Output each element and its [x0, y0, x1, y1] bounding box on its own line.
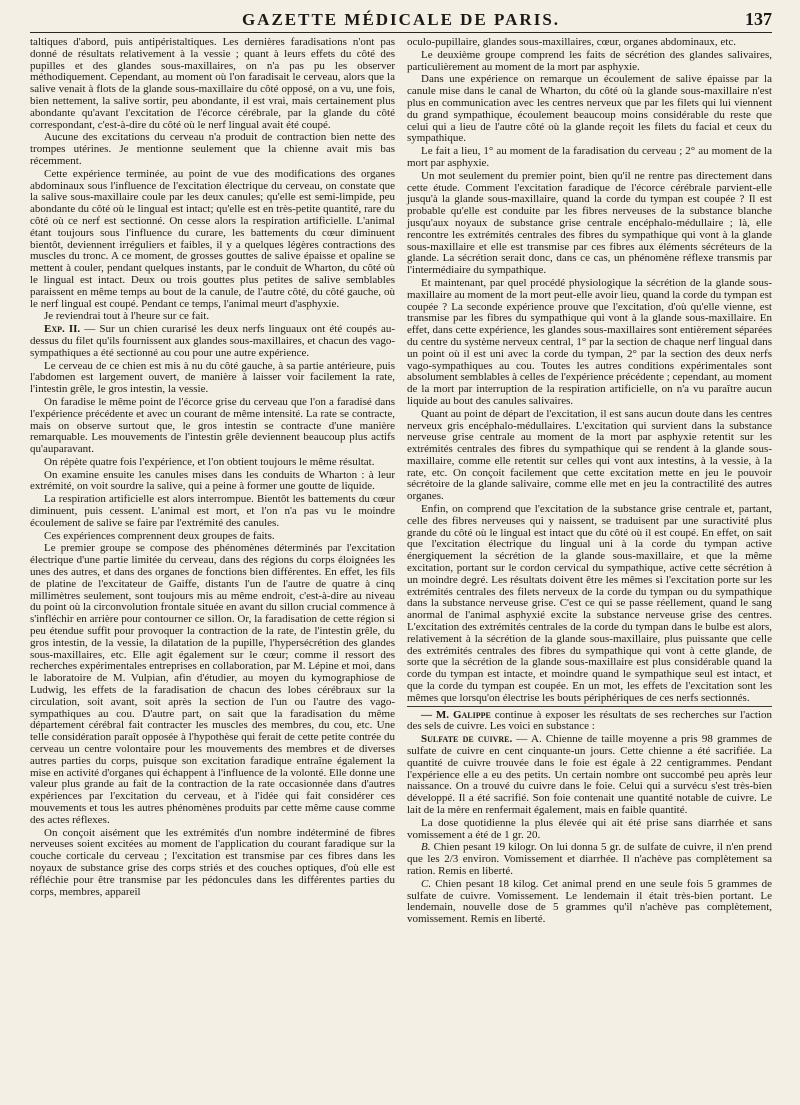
paragraph: [30, 361, 395, 396]
paragraph: [407, 734, 772, 817]
paragraph: [30, 311, 395, 323]
left-column: [30, 37, 395, 927]
paragraph-text: Le cerveau de ce chien est mis à nu du côté gauche, à sa partie antérieure, puis l'abdomen est largement ouvert, de manière à laisser voir facilement la rate, l'intestin grêle, le gros intestin, la vessie.: [30, 359, 395, 396]
journal-title: GAZETTE MÉDICALE DE PARIS.: [241, 10, 561, 29]
paragraph: [407, 504, 772, 705]
paragraph-lead: Exp. II.: [44, 323, 81, 336]
paragraph: [30, 543, 395, 826]
paragraph-text: Cette expérience terminée, au point de vue des modifications des organes abdominaux sous l'influence de l'excitation électrique du cerveau, on constate que la salive sous-maxillaire coule par les deux canules; qu'elle est semi-limpide, peu abondante du côté où le lingual est intact; qu'elle est en très-petite quantité, rare du côté où ce nerf est sectionné. On cesse alors la respiration artificielle. L'animal étant toujours sous l'influence du curare, les battements du cœur diminuent bientôt, deviennent irréguliers et faibles, il y a quelques légères contractions des muscles du tronc. A ce moment, de grosses gouttes de salive épaisse et opaline se mettent à couler, pendant quelques instants, par le conduit de Wharton, du côté où le lingual est intact. Deux ou trois gouttes plus petites de salive semblables paraissent en même temps au bout de la canule, de l'autre côté, du côté gauche, où le nerf lingual est coupé. Pendant ce temps, l'animal meurt d'asphyxie.: [30, 167, 395, 310]
paragraph: [407, 74, 772, 145]
paragraph-text: oculo-pupillaire, glandes sous-maxillaires, cœur, organes abdominaux, etc.: [407, 36, 736, 48]
paragraph: [407, 146, 772, 170]
paragraph-text: Je reviendrai tout à l'heure sur ce fait.: [44, 310, 210, 323]
paragraph: [30, 531, 395, 543]
running-header: [30, 8, 772, 33]
paragraph-text: Chien pesant 18 kilog. Cet animal prend en une seule fois 5 grammes de sulfate de cuivre. Vomissement. Le lendemain il était très-bien portant. Le lendemain, nouvelle dose de 5 grammes qu'il n'achève pas complètement, vomissement. Remis en liberté.: [407, 877, 772, 926]
paragraph: [30, 37, 395, 131]
paragraph-text: Un mot seulement du premier point, bien qu'il ne rentre pas directement dans cette étude. Comment l'excitation faradique de l'écorce cérébrale parvient-elle jusqu'à la glande sous-maxillaire, quand la corde du tympan est coupée ? Il est probable qu'elle est conduite par les fibres nerveuses de la substance blanche jusqu'aux noyaux de substance grise centrale encéphalo-médullaire ; là, elle rencontre les extrémités centrales des fibres du sympathique qui vont à la glande sous-maxillaire et elle est transmise par ces fibres aux éléments sécréteurs de la glande. La sécrétion serait donc, dans ce cas, un phénomène réflexe transmis par l'intermédiaire du sympathique.: [407, 169, 772, 277]
paragraph-lead: B.: [421, 841, 431, 854]
paragraph-text: Dans une expérience on remarque un écoulement de salive épaisse par la canule mise dans le canal de Wharton, du côté où la glande sous-maxillaire n'est plus en communication avec les centres nerveux que par les filets qui lui viennent du grand sympathique, écoulement beaucoup moins considérable du reste que celui qui a lieu de l'autre côté où la glande reçoit les filets du facial et ceux du sympathique.: [407, 73, 772, 145]
paragraph-text: Le premier groupe se compose des phénomènes déterminés par l'excitation électrique d'une partie limitée du cerveau, dans des régions du corps éloignées les unes des autres, et dans des organes de fonctions bien différentes. En effet, les fils de platine de l'excitateur de Gaiffe, distants l'un de l'autre de quatre à cinq millimètres seulement, sont toujours mis au même endroit, c'est-à-dire au niveau du point où la circonvolution frontale située en avant du sillon crucial commence à s'infléchir en arrière pour contourner ce sillon. Or, la faradisation de cette région si peu étendue suffit pour provoquer la contraction de la rate, de l'intestin grêle, du gros intestin, de la vessie, la dilatation de la pupille, l'hypersécrétion des glandes sous-maxillaires, etc. Elle agit également sur le cœur; comme il ressort des recherches expérimentales entreprises en collaboration, par M. Lépine et moi, dans le laboratoire de M. Vulpian, afin d'étudier, au moyen du kymographiose de Ludwig, les effets de la faradisation de chacun des lobes cérébraux sur la circulation, soit avant, soit après la section de l'un ou l'autre des vago-sympathiques au cou. D'autre part, on sait que la faradisation du même département cérébral fait contracter les muscles des membres, du cou, etc. Une telle considération paraît opposée à l'hypothèse qui ferait de cette petite contrée du cerveau un centre volontaire pour les mouvements des membres et de diverses autres parties du corps, puisque son excitation faradique entraîne également la mise en activité d'organes qui échappent à l'influence de la volonté. Elle donne une valeur plus grande au fait de la contraction de la rate occasionnée dans d'autres expériences par l'excitation du cerveau, et à l'idée qui fait considérer ces mouvements et tous les autres phénomènes produits par cette même cause comme des actes réflexes.: [30, 542, 395, 826]
paragraph: [407, 706, 772, 734]
paragraph: [30, 494, 395, 529]
paragraph-text: Aucune des excitations du cerveau n'a produit de contraction bien nette des trompes utérines. Je mentionne seulement que la chienne avait mis bas récemment.: [30, 131, 395, 167]
paragraph-text: Chien pesant 19 kilogr. On lui donna 5 gr. de sulfate de cuivre, il n'en prend que les 2/3 environ. Vomissement et diarrhée. Il n'achève pas complètement sa ration. Remis en liberté.: [407, 841, 772, 877]
paragraph: [30, 828, 395, 899]
paragraph: [407, 818, 772, 842]
paragraph-text: On faradise le même point de l'écorce grise du cerveau que l'on a faradisé dans l'expérience précédente et avec un courant de même intensité. La rate se contracte, mais on observe surtout que, le gros intestin se contracte d'une manière remarquable. Les mouvements de l'intestin grêle deviennent beaucoup plus actifs qu'auparavant.: [30, 395, 395, 456]
paragraph: [30, 397, 395, 456]
text-columns: [30, 37, 772, 927]
paragraph-text: Ces expériences comprennent deux groupes de faits.: [44, 529, 275, 542]
paragraph-text: — Sur un chien curarisé les deux nerfs linguaux ont été coupés au-dessus du filet qu'ils fournissent aux glandes sous-maxillaires, et chacun des vago-sympathiques a été sectionné au cou pour une autre expérience.: [30, 323, 396, 359]
paragraph: [407, 409, 772, 503]
paragraph: [30, 470, 395, 494]
paragraph-text: Le fait a lieu, 1° au moment de la faradisation du cerveau ; 2° au moment de la mort par asphyxie.: [407, 145, 772, 169]
paragraph: [30, 169, 395, 311]
paragraph: [407, 171, 772, 277]
paragraph: [407, 879, 772, 926]
paragraph-text: La dose quotidienne la plus élevée qui ait été prise sans diarrhée et sans vomissement a été de 1 gr. 20.: [407, 816, 772, 841]
paragraph-lead: C.: [421, 877, 432, 890]
paragraph-text: On conçoit aisément que les extrémités d'un nombre indéterminé de fibres nerveuses soient excitées au moment de l'application du courant faradique sur la couche corticale du cerveau ; l'excitation est transmise par ces fibres dans les noyaux de substance grise des corps striés et des couches optiques, d'où elle est réfléchie pour être transmise par les pédoncules dans les différentes parties du corps, membres, appareil: [30, 826, 395, 898]
paragraph: [30, 457, 395, 469]
paragraph: [407, 37, 772, 49]
page-number: 137: [745, 9, 772, 29]
paragraph-text: On répète quatre fois l'expérience, et l'on obtient toujours le même résultat.: [44, 455, 375, 468]
paragraph: [407, 50, 772, 74]
right-column: [407, 37, 772, 927]
paragraph-text: continue à exposer les résultats de ses recherches sur l'action des sels de cuivre. Les voici en substance :: [407, 708, 772, 733]
paragraph-text: taltiques d'abord, puis antipéristaltiques. Les dernières faradisations n'ont pas donné de résultats relativement à la vessie ; quant à leurs effets du côté des pupilles et des glandes sous-maxillaires, on n'a pas pu les observer méthodiquement. Cependant, au moment où l'on faradisait le cerveau, alors que la salive venait à flots de la glande sous-maxillaire du côté opposé, on a vu, une fois, bien nettement, la salive sortir, peu abondante, il est vrai, mais certainement plus abondante qu'avant l'excitation de l'écorce cérébrale, par la glande du côté correspondant, c'est-à-dire du côté où le nerf lingual avait été coupé.: [30, 36, 395, 131]
paragraph: [407, 278, 772, 408]
paragraph-text: On examine ensuite les canules mises dans les conduits de Wharton : à leur extrémité, on voit sourdre la salive, qui a peine à former une goutte de liquide.: [30, 468, 395, 493]
paragraph-text: — A. Chienne de taille moyenne a pris 98 grammes de sulfate de cuivre en cent cinquante-un jours. Cette chienne a été sacrifiée. La quantité de cuivre trouvée dans le foie est égale à 22 centigrammes. Pendant l'expérience elle a eu des petits. Un certain nombre ont succombé peu après leur naissance. On a trouvé du cuivre dans le foie. Celui qui a survécu s'est très-bien développé. Il a été sacrifié. Son foie contenait une quantité notable de cuivre. Le lait de la mère en renfermait également, mais en faible quantité.: [407, 733, 772, 816]
paragraph-text: Quant au point de départ de l'excitation, il est sans aucun doute dans les centres nerveux gris encéphalo-médullaires. L'excitation qui survient dans la substance nerveuse grise centrale au moment de la mort par asphyxie retentit sur les extrémités centrales des fibres du sympathique qui se rendent à la glande sous-maxillaire, comme elle retentit sur celles qui vont aux intestins, à la vessie, à la rate, etc. On conçoit facilement que cette excitation mette en jeu le pouvoir sécrétoire de la glande salivaire, comme elle met en jeu la contractilité des autres organes.: [407, 407, 772, 503]
paragraph: [407, 842, 772, 877]
paragraph-text: Le deuxième groupe comprend les faits de sécrétion des glandes salivaires, particulièrement au moment de la mort par asphyxie.: [407, 48, 772, 73]
paragraph-lead: — M. Galippe: [421, 708, 491, 721]
paragraph-text: Et maintenant, par quel procédé physiologique la sécrétion de la glande sous-maxillaire au moment de la mort peut-elle avoir lieu, quand la corde du tympan est coupée ? La seconde expérience prouve que l'excitation, d'où qu'elle vienne, est transmise par les fibres du sympathique qui vont à la glande sous-maxillaire. En effet, dans cette expérience, les glandes sous-maxillaires sont entièrement séparées du centre du système nerveux central, 1° par la section de chaque nerf lingual dans un point où il est uni avec la corde du tympan, 2° par la section des deux nerfs vago-sympathiques au cou. Toutes les autres conditions expérimentales sont absolument semblables à celles de l'expérience précédente ; cependant, au moment de la mort par interruption de la respiration artificielle, on n'a vu paraître aucun liquide au bout des canules salivaires.: [407, 276, 772, 407]
paragraph-text: La respiration artificielle est alors interrompue. Bientôt les battements du cœur diminuent, puis cessent. L'animal est mort, et l'on n'a pas vu le moindre écoulement de salive se faire par l'extrémité des canules.: [30, 493, 395, 529]
paragraph-text: Enfin, on comprend que l'excitation de la substance grise centrale et, partant, celle des fibres nerveuses qui y naissent, se traduisent par une suractivité plus grande du côté où le lingual est intact que du côté où il est coupé. En effet, on sait que l'excitation électrique du lingual uni à la corde du tympan active énergiquement la sécrétion de la glande sous-maxillaire, et que la même excitation, portant sur le cordon cervical du sympathique, active cette sécrétion à un moindre degré. Les résultats doivent être les mêmes si l'excitation porte sur les extrémités centrales des filets nerveux de la corde du tympan ou du sympathique dans la substance nerveuse grise. C'est ce qui se passe réellement, quand le sang anormal de l'animal asphyxié excite la substance nerveuse grise des centres. L'excitation des extrémités centrales de la corde du tympan dans le bulbe est alors, relativement à la sécrétion de la glande sous-maxillaire, plus puissante que celle des extrémités centrales des fibres du sympathique qui vont à cette glande, de sorte que la sécrétion de la glande sous-maxillaire est plus considérable quand la corde du tympan est intacte, et moindre quand le sympathique seul est intact, et que la corde du tympan est coupée. En un mot, les effets de l'excitation sont les mêmes que lorsqu'on électrise les bouts périphériques de ces nerfs sectionnés.: [407, 503, 772, 704]
paragraph: [30, 132, 395, 167]
paragraph: [30, 324, 395, 359]
paragraph-lead: Sulfate de cuivre.: [421, 733, 513, 746]
